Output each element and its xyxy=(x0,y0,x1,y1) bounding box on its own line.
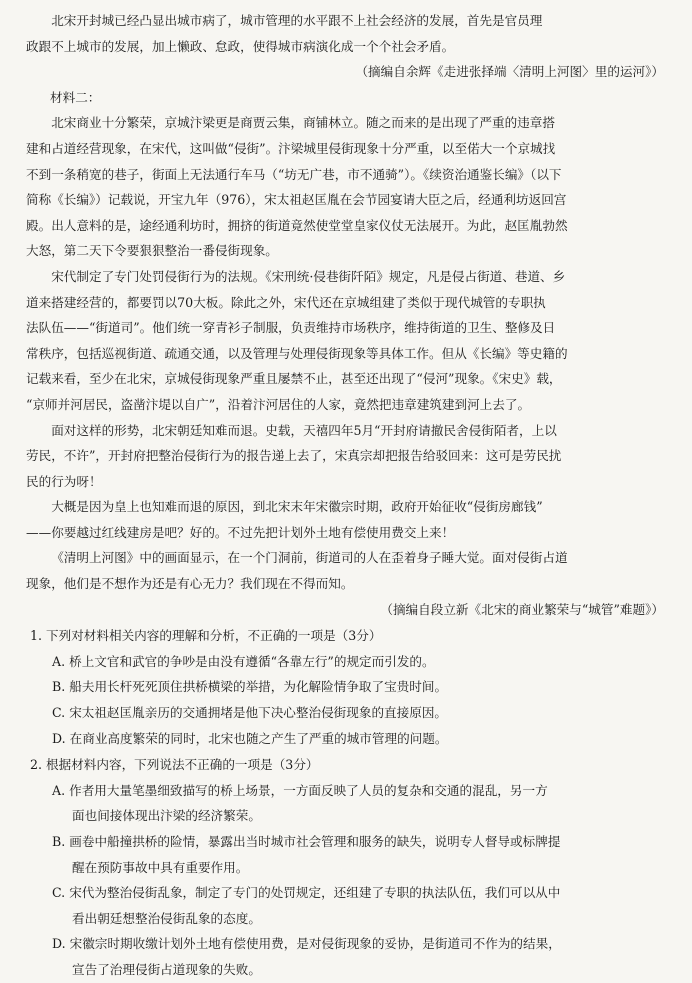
option-a[interactable] xyxy=(26,778,678,829)
question-2 xyxy=(26,752,678,982)
material1-tail-line2: 政跟不上城市的发展，加上懒政、怠政，使得城市病演化成一个个社会矛盾。 xyxy=(26,38,455,54)
text-line: 大怒，第二天下令要狠狠整治一番侵街现象。 xyxy=(26,243,278,259)
option-text-line: A. 作者用大量笔墨细致描写的桥上场景，一方面反映了人员的复杂和交通的混乱，另一方 xyxy=(52,782,548,798)
material2-paragraph-4 xyxy=(26,494,678,545)
text-line: 建和占道经营现象，在宋代，这叫做“侵街”。汴梁城里侵街现象十分严重，以至偌大一个京城找 xyxy=(26,140,556,156)
option-text-line: C. 宋代为整治侵街乱象，制定了专门的处罚规定，还组建了专职的执法队伍，我们可以从中 xyxy=(52,885,561,901)
text-line: 北宋商业十分繁荣，京城汴梁更是商贾云集，商铺林立。随之而来的是出现了严重的违章搭 xyxy=(51,115,555,131)
option-b[interactable] xyxy=(26,829,678,880)
text-line: 现象，他们是不想作为还是有心无力？我们现在不得而知。 xyxy=(26,576,354,592)
material2-label: 材料二： xyxy=(50,89,101,105)
option-text-line: B. 画卷中船撞拱桥的险情，暴露出当时城市社会管理和服务的缺失，说明专人督导或标牌提 xyxy=(52,834,561,849)
option-text-line: 醒在预防事故中具有重要作用。 xyxy=(72,859,249,875)
material2-paragraph-3 xyxy=(26,418,678,495)
material1-source: （摘编自余辉《走进张择端〈清明上河图〉里的运河》） xyxy=(355,64,664,80)
text-line: 大概是因为皇上也知难而退的原因，到北宋末年宋徽宗时期，政府开始征收“侵街房廊钱” xyxy=(51,499,543,515)
option-text-line: D. 宋徽宗时期收缴计划外土地有偿使用费，是对侵街现象的妥协，是街道司不作为的结果， xyxy=(52,936,561,952)
material2-source: （摘编自段立新《北宋的商业繁荣与“城管”难题》） xyxy=(380,601,664,617)
text-line: 不到一条稍宽的巷子，街面上无法通行车马（“坊无广巷，市不通骑”）。《续资治通鉴长编》（以下 xyxy=(26,166,562,182)
option-d[interactable]: D. 在商业高度繁荣的同时，北宋也随之产生了严重的城市管理的问题。 xyxy=(52,730,448,746)
text-line: 道来搭建经营的，都要罚以70大板。除此之外，宋代还在京城组建了类似于现代城管的专职执 xyxy=(26,294,546,310)
text-line: 记载来看，至少在北宋，京城侵街现象严重且屡禁不止，甚至还出现了“侵河”现象。《宋史》载， xyxy=(26,371,562,387)
text-line: 殿。出人意料的是，途经通利坊时，拥挤的街道竟然使堂堂皇家仪仗无法展开。为此，赵匡胤勃然 xyxy=(26,217,568,233)
material1-tail-line1: 北宋开封城已经凸显出城市病了，城市管理的水平跟不上社会经济的发展，首先是官员理 xyxy=(51,13,543,28)
option-text-line: 宣告了治理侵街占道现象的失败。 xyxy=(72,961,261,977)
text-line: 《清明上河图》中的画面显示，在一个门洞前，街道司的人在歪着身子睡大觉。面对侵街占道 xyxy=(51,550,568,566)
text-line: “京师并河居民，盗凿汴堤以自广”，沿着汴河居住的人家，竟然把违章建筑建到河上去了。 xyxy=(26,396,531,412)
option-c[interactable]: C. 宋太祖赵匡胤亲历的交通拥堵是他下决心整治侵街现象的直接原因。 xyxy=(52,705,448,721)
text-line: 面对这样的形势，北宋朝廷知难而退。史载，天禧四年5月“开封府请撤民舍侵街陌者，上以 xyxy=(51,422,557,438)
text-line: ——你要越过红线建房是吧？好的。不过先把计划外土地有偿使用费交上来！ xyxy=(26,524,455,540)
question-1 xyxy=(26,623,678,751)
option-c[interactable] xyxy=(26,880,678,931)
material2-paragraph-2 xyxy=(26,264,678,418)
option-b[interactable]: B. 船夫用长杆死死顶住拱桥横梁的举措，为化解险情争取了宝贵时间。 xyxy=(52,679,448,695)
text-line: 法队伍——“街道司”。他们统一穿青衫子制服，负责维持市场秩序，维持街道的卫生、整修及日 xyxy=(26,320,556,336)
text-line: 宋代制定了专门处罚侵街行为的法规。《宋刑统·侵巷街阡陌》规定，凡是侵占街道、巷道、乡 xyxy=(51,268,566,284)
question-stem: 2. 根据材料内容，下列说法不正确的一项是（3分） xyxy=(30,757,319,773)
material2-paragraph-1 xyxy=(26,110,678,264)
text-line: 常秩序，包括巡视街道、疏通交通，以及管理与处理侵街现象等具体工作。但从《长编》等史籍的 xyxy=(26,345,568,361)
option-text-line: 看出朝廷想整治侵街乱象的态度。 xyxy=(72,910,261,926)
option-a[interactable]: A. 桥上文官和武官的争吵是由没有遵循“各靠左行”的规定而引发的。 xyxy=(52,653,435,669)
text-line: 民的行为呀！ xyxy=(26,473,102,489)
text-line: 简称《长编》）记载说，开宝九年（976），宋太祖赵匡胤在会节园宴请大臣之后，经通利坊返回宫 xyxy=(26,192,567,208)
option-text-line: 面也间接体现出汴梁的经济繁荣。 xyxy=(72,808,261,824)
material2-paragraph-5 xyxy=(26,545,678,596)
question-stem: 1. 下列对材料相关内容的理解和分析，不正确的一项是（3分） xyxy=(30,628,382,644)
text-line: 劳民，不许”，开封府把整治侵街行为的报告递上去了，宋真宗却把报告给驳回来：这可是劳民扰 xyxy=(26,448,562,464)
